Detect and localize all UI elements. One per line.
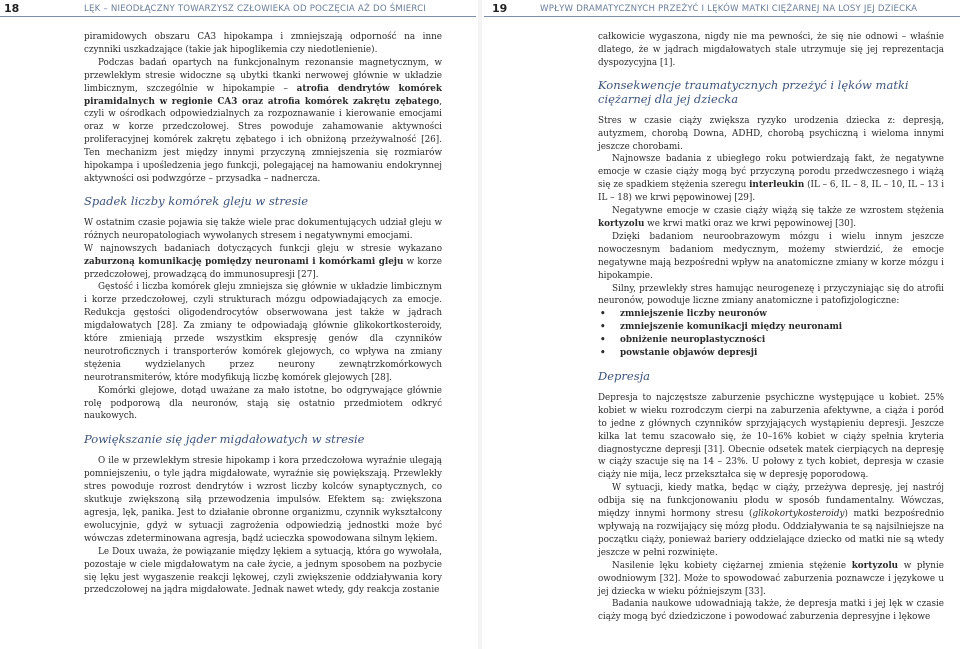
section-heading: Powiększanie się jąder migdałowatych w stresie	[84, 432, 365, 447]
paragraph: W ostatnim czasie pojawia się także wiele prac dokumentujących udział gleju w różnych neuropatologiach wywołanych stresem i negatywnymi emocjami.	[84, 217, 442, 241]
list-item: • obniżenie neuroplastyczności	[600, 335, 766, 346]
running-head: LĘK – NIEODŁĄCZNY TOWARZYSZ CZŁOWIEKA OD POCZĘCIA AŻ DO ŚMIERCI	[84, 4, 427, 14]
paragraph: Gęstość i liczba komórek gleju zmniejsza się głównie w układzie limbicznym i korze przedczołowej, czyli strukturach mózgu odpowiadających za emocje. Redukcja gęstości oligodendrocytów obserwowana jest także w jądrach migdałowatych [28]. Za zmiany te odpowiadają głównie glikokortkosteroidy, które zmieniają przede wszystkim ekspresję genów dla czynników neurotroficznych i transporterów komórek glejowych, co wpływa na zmiany stężenia wydzielanych przez neurony zewnątrzkomórkowych neurotransmiterów, które modyfikują liczbę komórek glejowych [28].	[84, 282, 442, 383]
header-rule	[0, 16, 476, 17]
paragraph: Depresja to najczęstsze zaburzenie psychiczne występujące u kobiet. 25% kobiet w wieku rozrodczym cierpi na zaburzenia afektywne, a ciąża i poród to jedne z głównych czynników sprzyjających wystąpieniu depresji. Jeszcze kilka lat temu szacowało się, że 10–16% kobiet w ciąży spełnia kryteria diagnostyczne depresji [31]. Obecnie odsetek matek cierpiących na depresję w ciąży szacuje się na 14 – 23%. U połowy z tych kobiet, depresja w czasie ciąży nie mija, lecz przekształca się w depresję poporodową.	[598, 392, 944, 481]
paragraph: Negatywne emocje w czasie ciąży wiążą się także ze wzrostem stężenia kortyzolu we krwi matki oraz we krwi pępowinowej [30].	[598, 206, 944, 229]
right-body-text	[598, 31, 944, 624]
paragraph: Dzięki badaniom neuroobrazowym mózgu i wielu innym jeszcze nowoczesnym badaniom medycznym, możemy stwierdzić, że emocje negatywne mają bezpośredni wpływ na anatomiczne zmiany w korze mózgu i hipokampie.	[598, 231, 944, 281]
section-heading: Depresja	[598, 368, 651, 383]
bullet-icon: •	[600, 309, 606, 320]
paragraph: Stres w czasie ciąży zwiększa ryzyko urodzenia dziecka z: depresją, autyzmem, chorobą Downa, ADHD, chorobą psychiczną i wieloma innymi jeszcze chorobami.	[598, 115, 944, 152]
list-item: • zmniejszenie komunikacji między neuronami	[600, 322, 843, 333]
paragraph: O ile w przewlekłym stresie hipokamp i kora przedczołowa wyraźnie ulegają pomniejszeniu, o tyle jądra migdałowate, wyraźnie się powiększają. Przewlekły stres powoduje rozrost dendrytów i wzrost liczby kolców synaptycznych, co skutkuje zwiększoną siłą przewodzenia impulsów. Efektem są: zwiększona agresja, lęk, panika. Jest to działanie obronne organizmu, czynnik wykształcony ewolucyjnie, gdyż w sytuacji zagrożenia odpowiedzią jednostki może być wówczas zdeterminowana agresja, bądź ucieczka spowodowana silnym lękiem.	[84, 456, 442, 544]
section-heading: Konsekwencje traumatycznych przeżyć i lęków matki ciężarnej dla jej dziecka	[598, 77, 909, 106]
paragraph: Nasilenie lęku kobiety ciężarnej zmienia stężenie kortyzolu w płynie owodniowym [32]. Może to spowodować zaburzenia poznawcze i językowe u jej dziecka w wieku późniejszym [33].	[598, 560, 944, 597]
paragraph: W sytuacji, kiedy matka, będąc w ciąży, przeżywa depresję, jej nastrój odbija się na funkcjonowaniu płodu w sposób fundamentalny. Wówczas, między innymi hormony stresu (glikokortykosteroidy) matki bezpośrednio wpływają na rozwijający się mózg płodu. Oddziaływania te są najsilniejsze na początku ciąży, ponieważ bariery oddzielające dziecko od matki nie są wtedy jeszcze w pełni rozwinięte.	[598, 483, 944, 558]
paragraph: Najnowsze badania z ubiegłego roku potwierdzają fakt, że negatywne emocje w czasie ciąży mogą być przyczyną porodu przedwczesnego i wiążą się ze spadkiem stężenia szeregu interleukin (IL – 6, IL – 8, IL – 10, IL – 13 i IL – 18) we krwi pępowinowej [29].	[598, 154, 945, 204]
page-gutter	[478, 0, 482, 649]
paragraph: Podczas badań opartych na funkcjonalnym rezonansie magnetycznym, w przewlekłym stresie widoczne są ubytki tkanki nerwowej głównie w układzie limbicznym, szczególnie w hipokampie – atrofia dendrytów komórek piramidalnych w regionie CA3 oraz atrofia komórek zakrętu zębatego, czyli w ośrodkach odpowiedzialnych za rozpoznawanie i kierowanie emocjami oraz w korze przedczołowej. Stres powoduje zahamowanie aktywności proliferacyjnej komórek zakrętu zębatego i ich obniżoną przeżywalność [26]. Ten mechanizm jest między innymi przyczyną zmniejszenia się rozmiarów hipokampa i upośledzenia jego funkcji, polegającej na hamowaniu endokrynnej aktywności osi podwzgórze – przysadka – nadnercza.	[84, 57, 442, 184]
paragraph: Le Doux uważa, że powiązanie między lękiem a sytuacją, która go wywołała, pozostaje w ciele migdałowatym na całe życie, a jednym sposobem na pozbycie się lęku jest wygaszenie reakcji lękowej, czyli zwiększenie oddziaływania kory przedczołowej na jądra migdałowate. Jednak nawet wtedy, gdy reakcja zostanie	[84, 546, 442, 596]
right-page	[484, 0, 960, 649]
bullet-list	[598, 308, 944, 360]
left-body-text	[84, 31, 442, 597]
list-item: • zmniejszenie liczby neuronów	[600, 309, 767, 320]
bullet-icon: •	[600, 322, 606, 333]
page-number: 18	[4, 2, 20, 15]
section-heading: Spadek liczby komórek gleju w stresie	[84, 193, 309, 208]
paragraph: Badania naukowe udowadniają także, że depresja matki i jej lęk w czasie ciąży mogą być dziedziczone i powodować zaburzenia depresyjne i lękowe	[598, 599, 944, 623]
paragraph: Silny, przewlekły stres hamując neurogenezę i przyczyniając się do atrofii neuronów, powoduje liczne zmiany anatomiczne i patofizjologiczne:	[598, 283, 944, 307]
running-head: WPŁYW DRAMATYCZNYCH PRZEŻYĆ I LĘKÓW MATKI CIĘŻARNEJ NA LOSY JEJ DZIECKA	[540, 4, 918, 14]
page-number: 19	[492, 2, 508, 15]
header-rule	[484, 16, 960, 17]
paragraph: całkowicie wygaszona, nigdy nie ma pewności, że się nie odnowi – właśnie dlatego, że w jądrach migdałowatych stale utrzymuje się jej reprezentacja dyspozycyjna [1].	[598, 32, 944, 68]
bullet-icon: •	[600, 335, 606, 346]
left-page	[0, 0, 476, 649]
bullet-icon: •	[600, 348, 606, 359]
paragraph: W najnowszych badaniach dotyczących funkcji gleju w stresie wykazano zaburzoną komunikację pomiędzy neuronami i komórkami gleju w korze przedczołowej, prowadzącą do immunosupresji [27].	[84, 243, 443, 280]
list-item: • powstanie objawów depresji	[600, 348, 758, 359]
paragraph: piramidowych obszaru CA3 hipokampa i zmniejszają odporność na inne czynniki uszkadzające (takie jak hipoglikemia czy niedotlenienie).	[84, 32, 442, 55]
paragraph: Komórki glejowe, dotąd uważane za mało istotne, bo odgrywające głównie rolę podporową dla neuronów, stają się ostatnio przedmiotem odkryć naukowych.	[84, 385, 442, 422]
